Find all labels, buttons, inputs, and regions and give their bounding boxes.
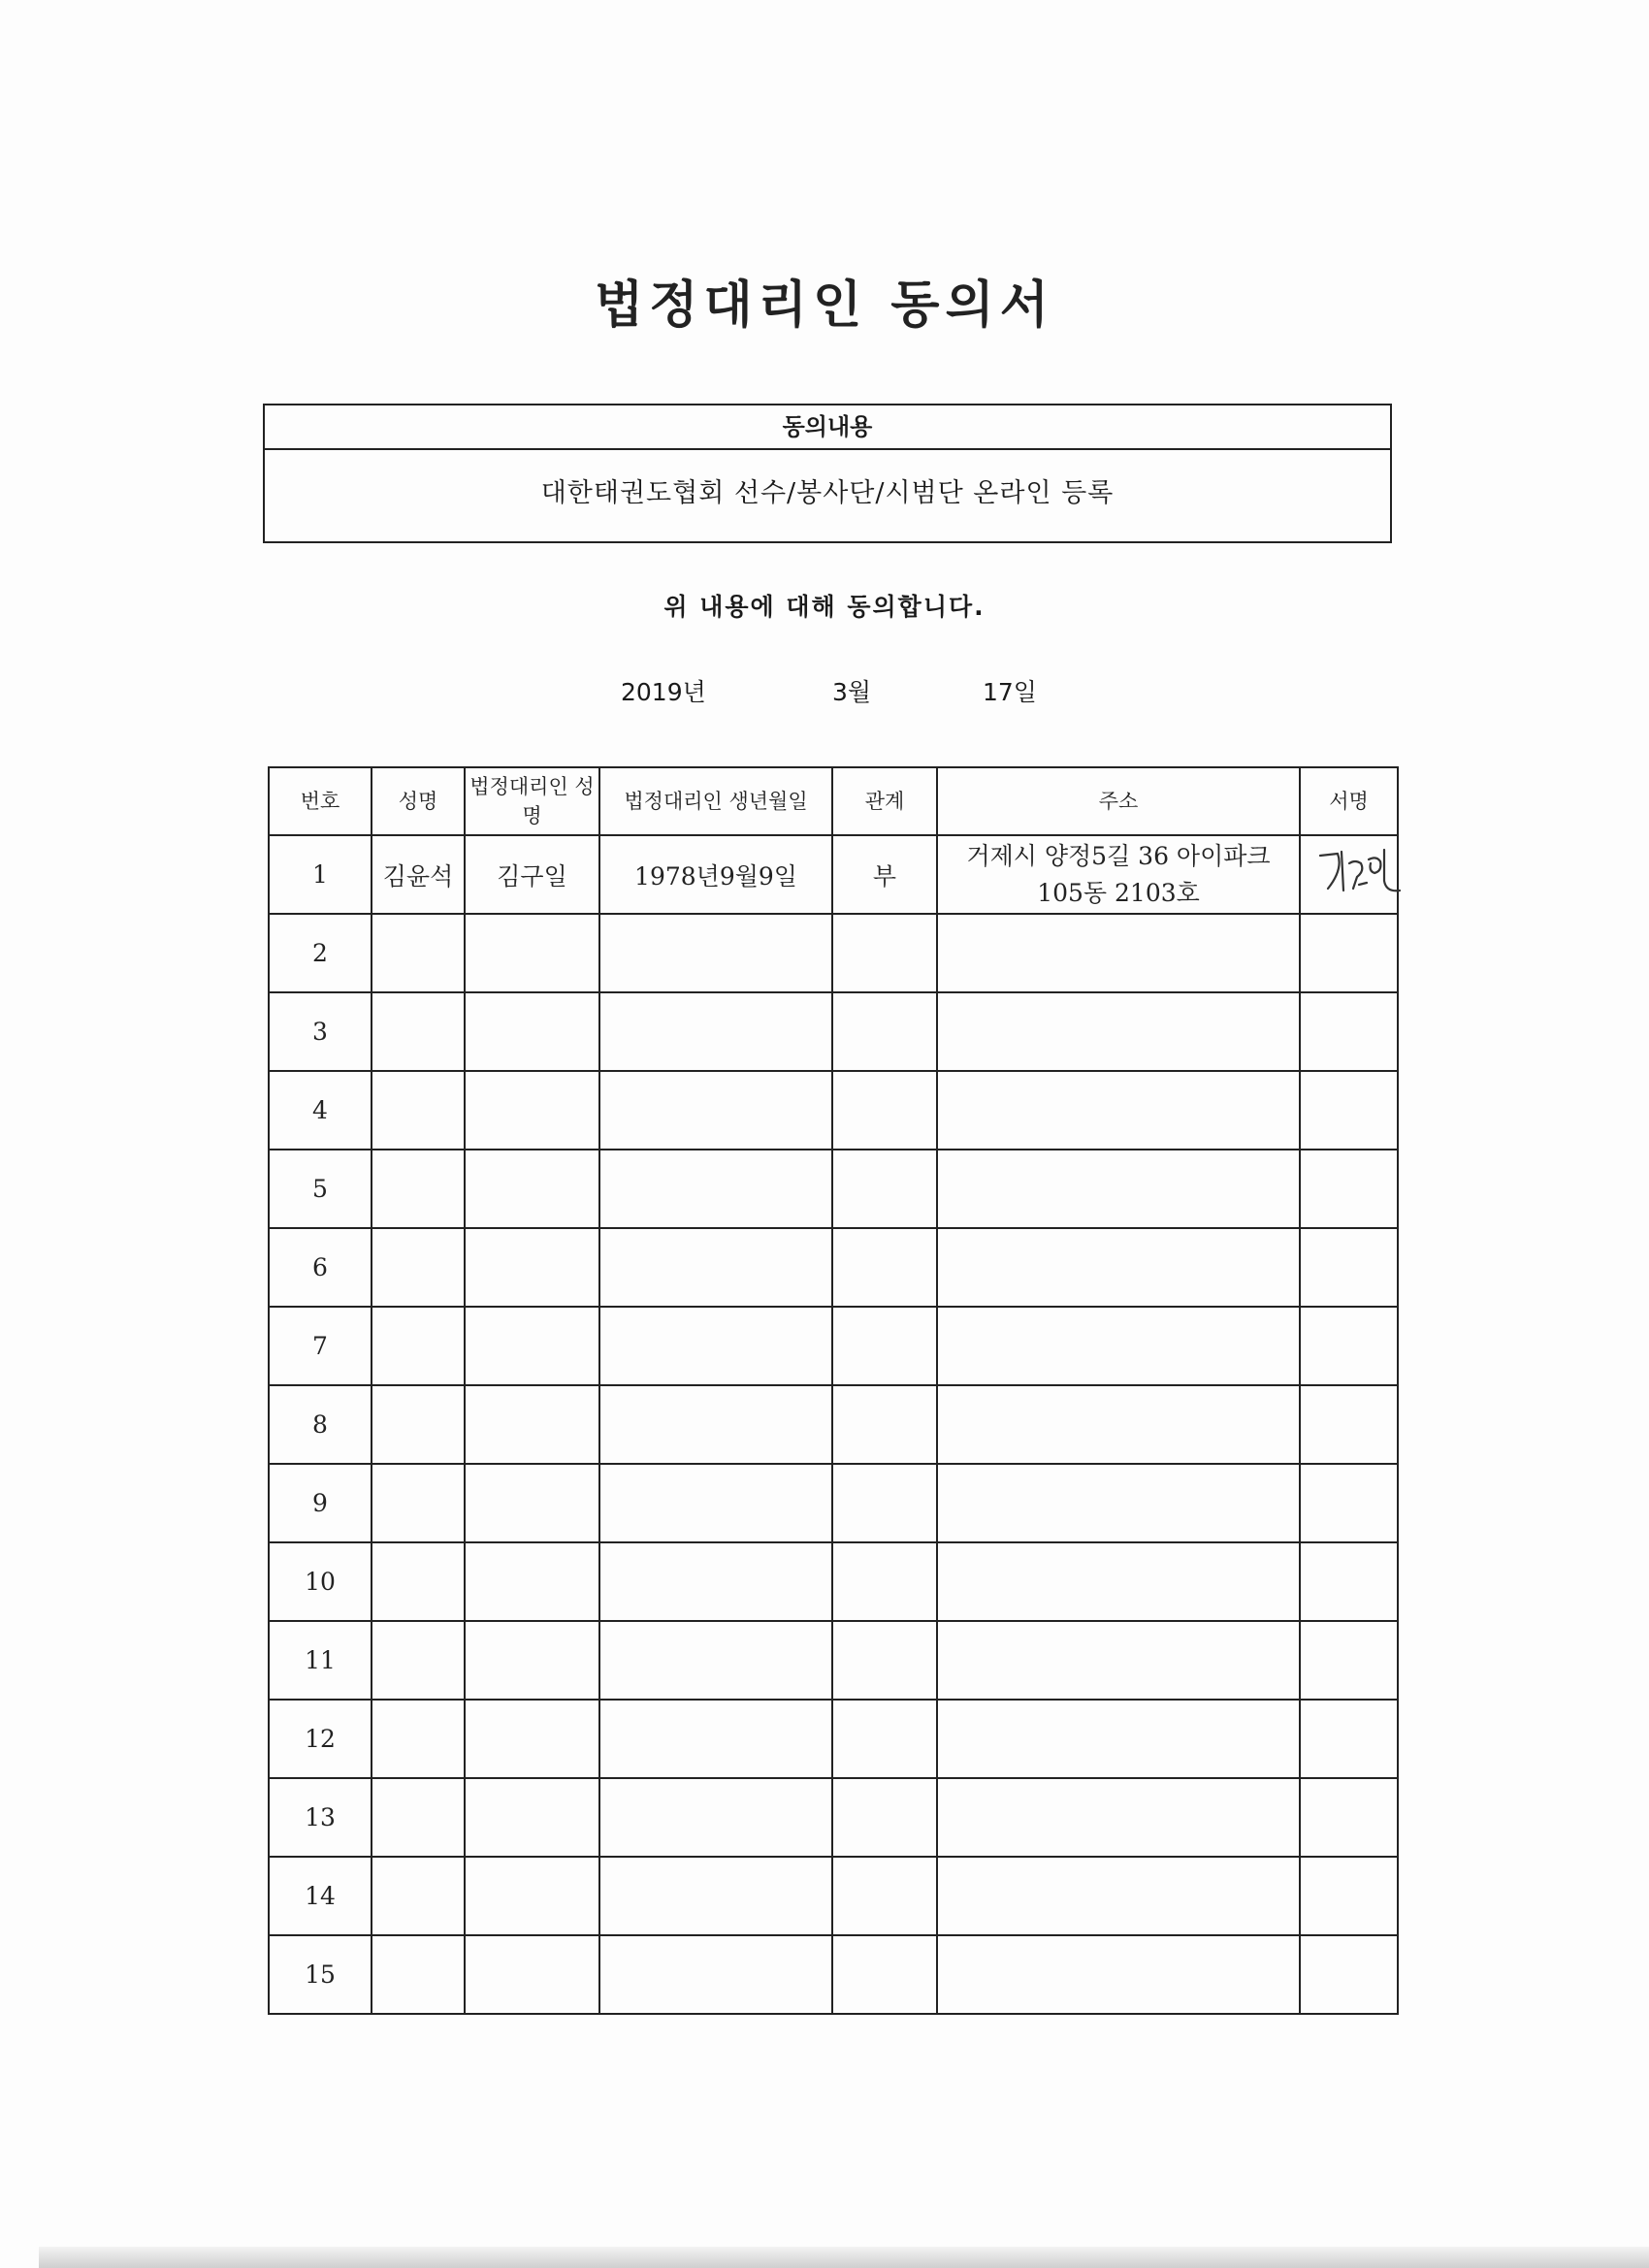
signature-cell xyxy=(1300,914,1398,992)
header-relation: 관계 xyxy=(832,767,937,835)
address xyxy=(937,1700,1300,1778)
table-row xyxy=(269,1700,1398,1778)
address xyxy=(937,1935,1300,2014)
guardian-birth xyxy=(599,1857,832,1935)
student-name xyxy=(372,992,465,1071)
guardian-birth xyxy=(599,1621,832,1700)
address xyxy=(937,914,1300,992)
date-year: 2019년 xyxy=(621,678,706,706)
table-row xyxy=(269,1542,1398,1621)
relation xyxy=(832,1071,937,1150)
student-name xyxy=(372,1150,465,1228)
row-number: 8 xyxy=(269,1385,372,1464)
guardian-name xyxy=(465,1935,599,2014)
guardian-name xyxy=(465,1228,599,1307)
signature-cell xyxy=(1300,835,1398,914)
signature-cell xyxy=(1300,1542,1398,1621)
address xyxy=(937,1621,1300,1700)
signature-cell xyxy=(1300,1621,1398,1700)
address-line-1: 거제시 양정5길 36 아이파크 xyxy=(966,841,1271,870)
guardian-name xyxy=(465,1464,599,1542)
row-number: 7 xyxy=(269,1307,372,1385)
consent-header: 동의내용 xyxy=(265,405,1390,450)
relation xyxy=(832,1621,937,1700)
header-signature: 서명 xyxy=(1300,767,1398,835)
handwritten-signature xyxy=(1309,842,1402,904)
row-number: 2 xyxy=(269,914,372,992)
row-number: 13 xyxy=(269,1778,372,1857)
student-name xyxy=(372,1071,465,1150)
guardian-name xyxy=(465,1385,599,1464)
student-name xyxy=(372,1935,465,2014)
guardian-birth xyxy=(599,1307,832,1385)
row-number: 9 xyxy=(269,1464,372,1542)
row-number: 1 xyxy=(269,835,372,914)
relation xyxy=(832,992,937,1071)
date-month: 3월 xyxy=(832,678,872,706)
signature-cell xyxy=(1300,1857,1398,1935)
table-row xyxy=(269,1857,1398,1935)
relation xyxy=(832,1857,937,1935)
row-number: 15 xyxy=(269,1935,372,2014)
row-number: 4 xyxy=(269,1071,372,1150)
table-row xyxy=(269,1778,1398,1857)
relation xyxy=(832,1385,937,1464)
header-name: 성명 xyxy=(372,767,465,835)
date-day: 17일 xyxy=(983,678,1037,706)
guardian-name xyxy=(465,1307,599,1385)
guardian-name xyxy=(465,1150,599,1228)
table-row xyxy=(269,914,1398,992)
guardian-birth xyxy=(599,1071,832,1150)
row-number: 5 xyxy=(269,1150,372,1228)
relation xyxy=(832,1935,937,2014)
header-address: 주소 xyxy=(937,767,1300,835)
signature-cell xyxy=(1300,1150,1398,1228)
guardian-name xyxy=(465,1857,599,1935)
header-guardian-birth: 법정대리인 생년월일 xyxy=(599,767,832,835)
guardian-birth xyxy=(599,1542,832,1621)
address xyxy=(937,1228,1300,1307)
guardian-birth xyxy=(599,1385,832,1464)
row-number: 11 xyxy=(269,1621,372,1700)
address xyxy=(937,1385,1300,1464)
row-number: 12 xyxy=(269,1700,372,1778)
table-body xyxy=(269,835,1398,2014)
signature-cell xyxy=(1300,1700,1398,1778)
scan-edge xyxy=(39,2247,1649,2268)
signature-cell xyxy=(1300,1071,1398,1150)
student-name xyxy=(372,1464,465,1542)
relation xyxy=(832,1150,937,1228)
relation: 부 xyxy=(832,835,937,914)
student-name xyxy=(372,914,465,992)
address xyxy=(937,835,1300,914)
student-name xyxy=(372,1778,465,1857)
guardian-name xyxy=(465,1621,599,1700)
table-row xyxy=(269,835,1398,914)
guardian-birth xyxy=(599,914,832,992)
row-number: 10 xyxy=(269,1542,372,1621)
address xyxy=(937,1778,1300,1857)
row-number: 14 xyxy=(269,1857,372,1935)
signature-cell xyxy=(1300,1464,1398,1542)
guardian-name xyxy=(465,914,599,992)
table-row xyxy=(269,1935,1398,2014)
header-no: 번호 xyxy=(269,767,372,835)
guardian-birth xyxy=(599,1700,832,1778)
guardian-name xyxy=(465,1778,599,1857)
table-header-row xyxy=(269,767,1398,835)
student-name xyxy=(372,1857,465,1935)
student-name xyxy=(372,1228,465,1307)
student-name xyxy=(372,1385,465,1464)
student-name xyxy=(372,1542,465,1621)
table-row xyxy=(269,992,1398,1071)
guardian-birth xyxy=(599,1150,832,1228)
address-line-2: 105동 2103호 xyxy=(1037,878,1200,907)
address xyxy=(937,1071,1300,1150)
table-row xyxy=(269,1385,1398,1464)
document-title: 법정대리인 동의서 xyxy=(595,276,1054,335)
guardian-birth xyxy=(599,1778,832,1857)
address xyxy=(937,1307,1300,1385)
relation xyxy=(832,1307,937,1385)
table-row xyxy=(269,1307,1398,1385)
guardian-name: 김구일 xyxy=(465,835,599,914)
guardian-table xyxy=(268,766,1399,2015)
table-row xyxy=(269,1150,1398,1228)
guardian-name xyxy=(465,1071,599,1150)
consent-body: 대한태권도협회 선수/봉사단/시범단 온라인 등록 xyxy=(540,478,1115,508)
table-row xyxy=(269,1228,1398,1307)
relation xyxy=(832,1778,937,1857)
consent-box xyxy=(263,404,1392,543)
guardian-name xyxy=(465,992,599,1071)
header-guardian-name: 법정대리인 성명 xyxy=(465,767,599,835)
guardian-name xyxy=(465,1700,599,1778)
address xyxy=(937,1857,1300,1935)
relation xyxy=(832,1542,937,1621)
guardian-birth xyxy=(599,992,832,1071)
student-name xyxy=(372,1307,465,1385)
address xyxy=(937,1542,1300,1621)
student-name xyxy=(372,1700,465,1778)
relation xyxy=(832,1464,937,1542)
signature-cell xyxy=(1300,1307,1398,1385)
relation xyxy=(832,1700,937,1778)
row-number: 3 xyxy=(269,992,372,1071)
row-number: 6 xyxy=(269,1228,372,1307)
relation xyxy=(832,914,937,992)
student-name: 김윤석 xyxy=(372,835,465,914)
guardian-name xyxy=(465,1542,599,1621)
signature-cell xyxy=(1300,1228,1398,1307)
address xyxy=(937,992,1300,1071)
student-name xyxy=(372,1621,465,1700)
guardian-birth xyxy=(599,1464,832,1542)
signature-cell xyxy=(1300,1385,1398,1464)
guardian-birth: 1978년9월9일 xyxy=(599,835,832,914)
guardian-birth xyxy=(599,1228,832,1307)
agree-statement: 위 내용에 대해 동의합니다. xyxy=(663,593,986,621)
guardian-birth xyxy=(599,1935,832,2014)
signature-cell xyxy=(1300,992,1398,1071)
signature-cell xyxy=(1300,1935,1398,2014)
address xyxy=(937,1150,1300,1228)
address xyxy=(937,1464,1300,1542)
table-row xyxy=(269,1464,1398,1542)
signature-cell xyxy=(1300,1778,1398,1857)
table-row xyxy=(269,1621,1398,1700)
table-row xyxy=(269,1071,1398,1150)
relation xyxy=(832,1228,937,1307)
